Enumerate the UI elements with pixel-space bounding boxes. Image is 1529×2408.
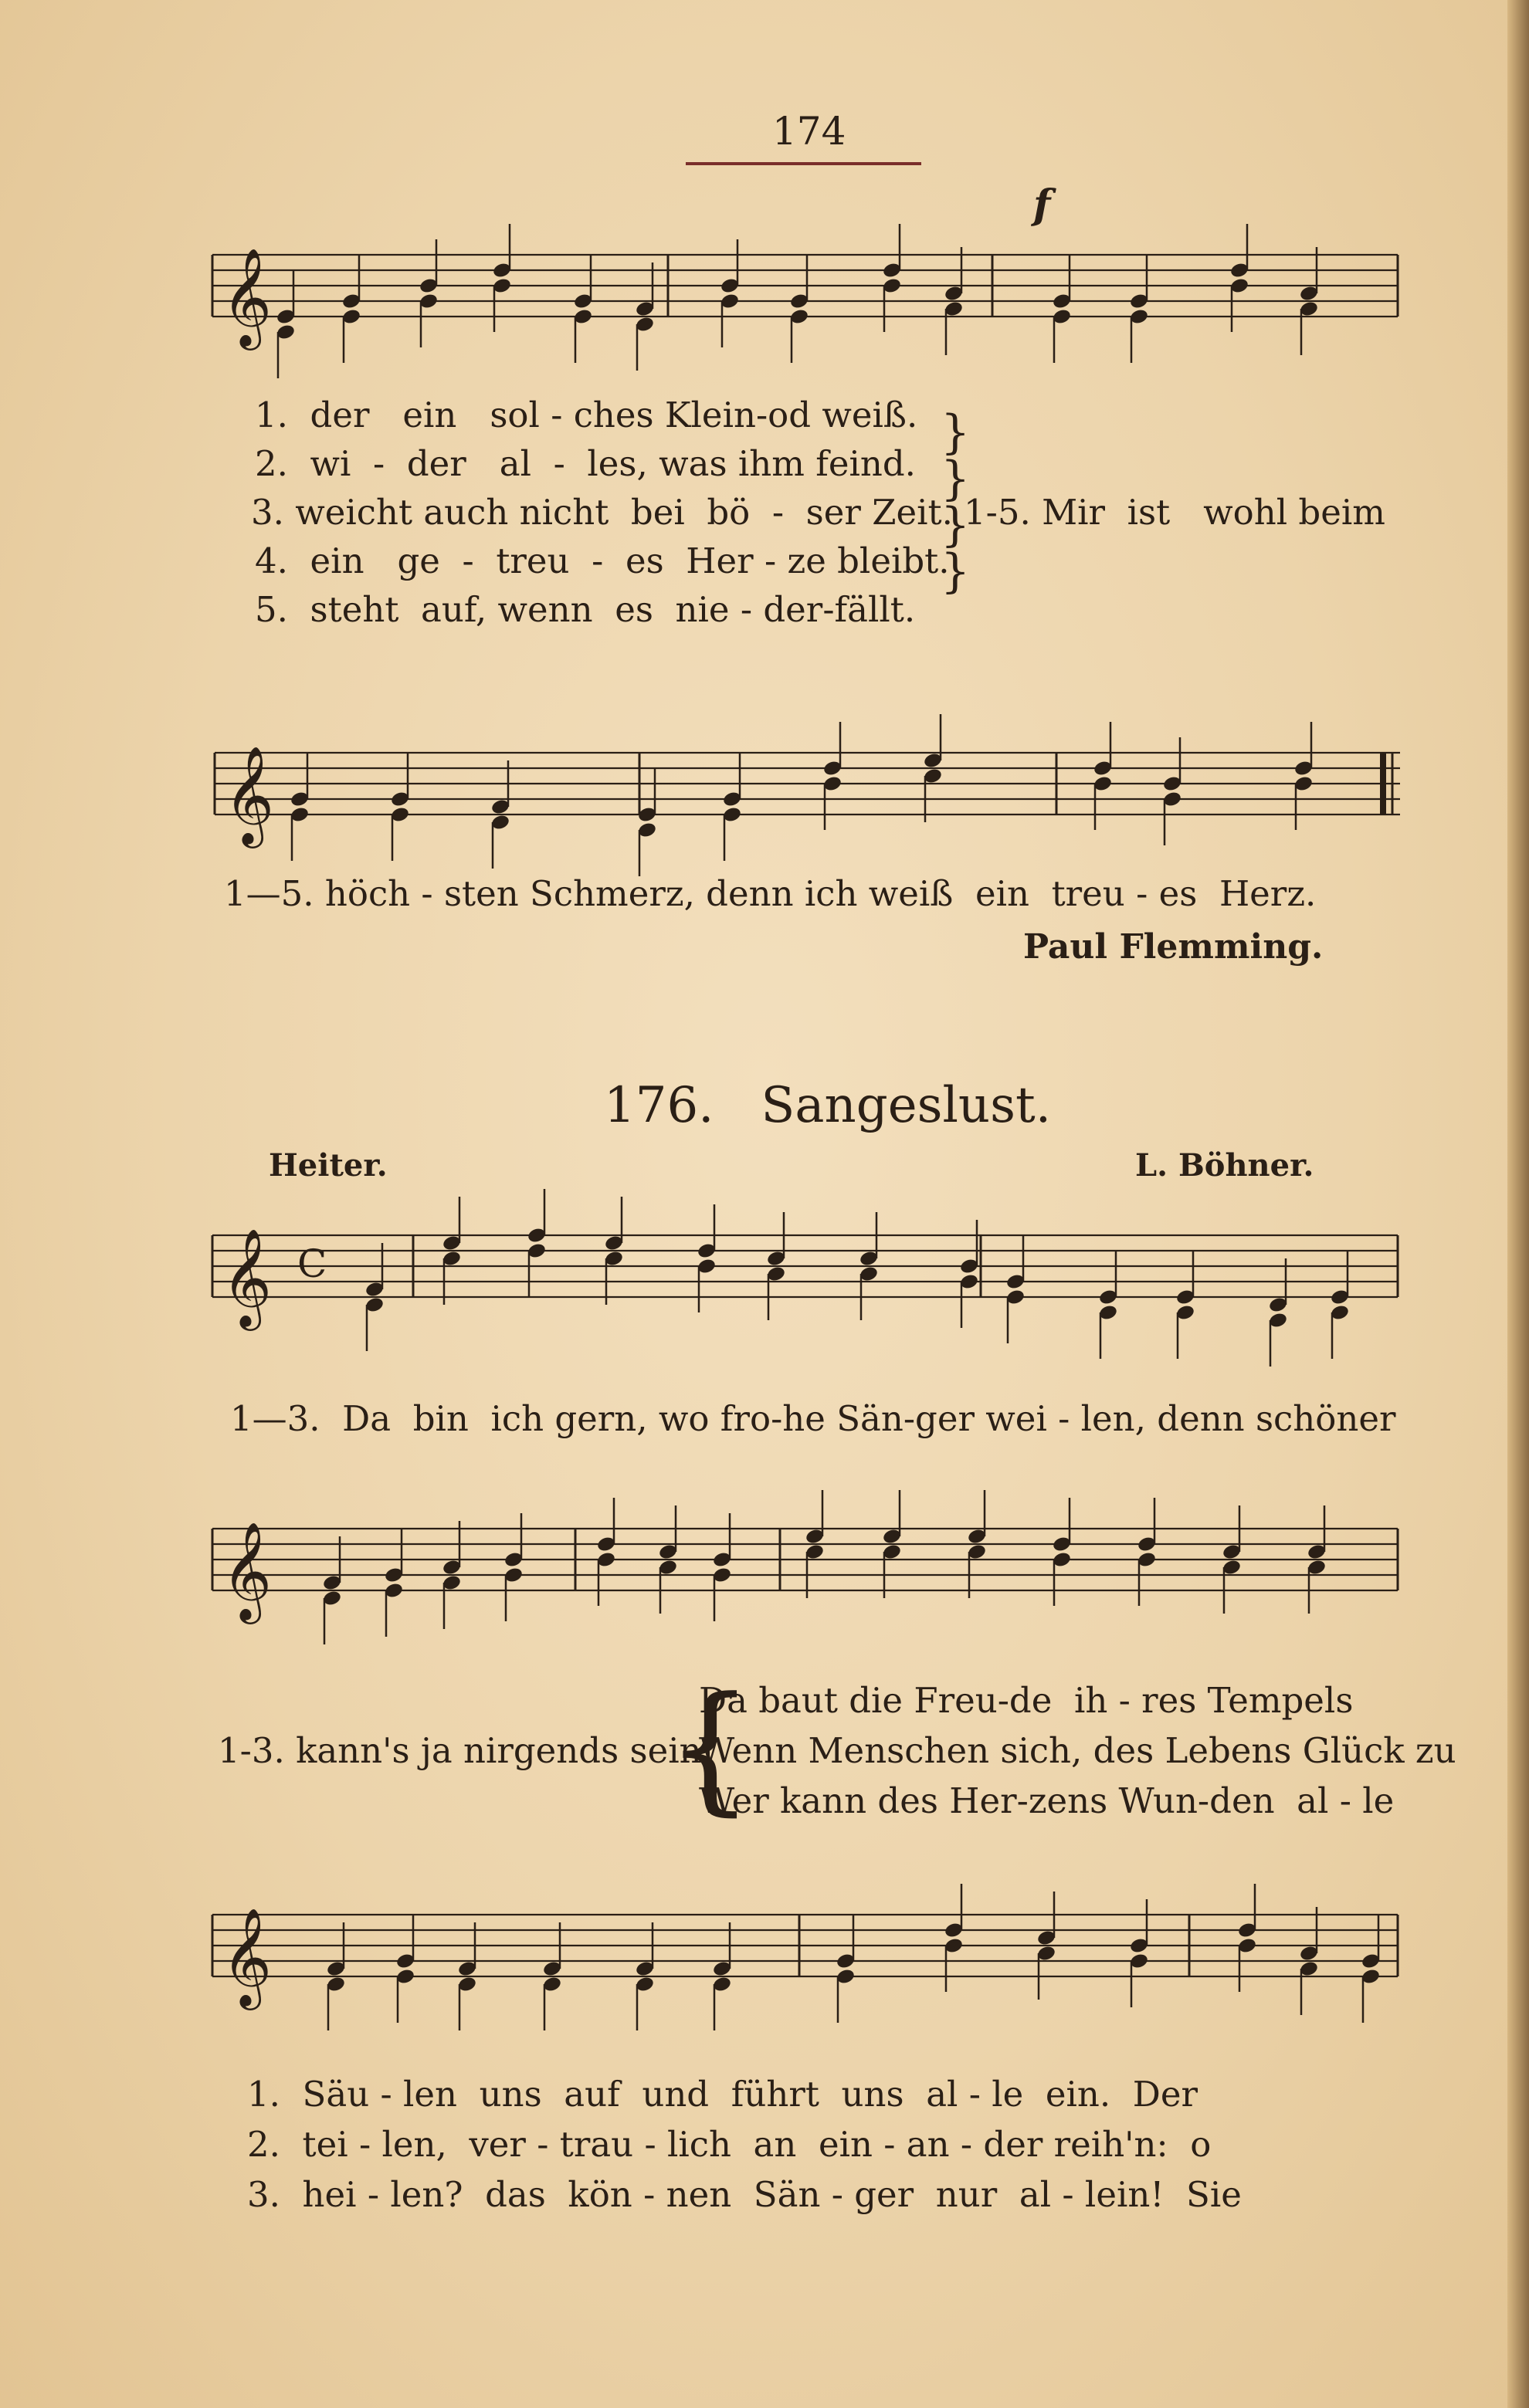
music-staff-4 (212, 1482, 1402, 1660)
verse-line-5: 5. steht auf, wenn es nie - der-fällt. (255, 589, 916, 630)
verse-brace: } (941, 405, 971, 459)
music-staff-5 (212, 1868, 1402, 2046)
music-staff-2 (215, 679, 1404, 865)
verse-brace-2: } (941, 452, 971, 506)
music-staff-1 (212, 232, 1402, 371)
page-number-rule (686, 162, 921, 165)
lyricist-credit: Paul Flemming. (1023, 927, 1324, 967)
song-title: 176. Sangeslust. (604, 1077, 1052, 1134)
treble-clef-icon: 𝄞 (222, 1521, 273, 1620)
treble-clef-icon: 𝄞 (222, 1907, 273, 2006)
dynamic-forte: f (1033, 181, 1051, 229)
song2-line-3-verse-3: 3. hei - len? das kön - nen Sän - ger nur al - lein! Sie (247, 2174, 1242, 2215)
verse-line-2: 2. wi - der al - les, was ihm feind. (255, 443, 916, 484)
song2-line-2-verse-2: Wenn Menschen sich, des Lebens Glück zu (699, 1730, 1456, 1771)
verse-line-1: 1. der ein sol - ches Klein-od weiß. (255, 395, 918, 435)
song2-line-3-verse-1: 1. Säu - len uns auf und führt uns al - le ein. Der (247, 2074, 1198, 2115)
tempo-marking: Heiter. (269, 1147, 388, 1184)
verse-brace-open: { (666, 1668, 754, 1829)
treble-clef-icon: 𝄞 (222, 1228, 273, 1326)
refrain-start: 1-5. Mir ist wohl beim (964, 492, 1385, 533)
song2-line-3-verse-2: 2. tei - len, ver - trau - lich an ein - an - der reih'n: o (247, 2124, 1212, 2165)
song2-line-2-prefix: 1-3. kann's ja nirgends sein! (218, 1730, 716, 1771)
song2-line-2-verse-1: Da baut die Freu-de ih - res Tempels (699, 1680, 1354, 1721)
page-edge (1507, 0, 1529, 2408)
treble-clef-icon: 𝄞 (224, 745, 275, 844)
composer-credit: L. Böhner. (1135, 1147, 1314, 1184)
song2-line-2-verse-3: Wer kann des Her-zens Wun-den al - le (699, 1780, 1395, 1821)
refrain-end: 1—5. höch - sten Schmerz, denn ich weiß ein treu - es Herz. (224, 873, 1317, 914)
common-time-icon: C (297, 1241, 327, 1286)
verse-line-4: 4. ein ge - treu - es Her - ze bleibt. (255, 540, 950, 581)
verse-brace-4: } (941, 544, 971, 598)
verse-brace-3: } (941, 498, 971, 552)
music-staff-3 (212, 1189, 1402, 1359)
page-number: 174 (772, 109, 846, 154)
treble-clef-icon: 𝄞 (222, 247, 273, 346)
verse-line-3: 3. weicht auch nicht bei bö - ser Zeit. (251, 492, 953, 533)
song2-line-1: 1—3. Da bin ich gern, wo fro-he Sän-ger wei - len, denn schöner (230, 1398, 1396, 1439)
